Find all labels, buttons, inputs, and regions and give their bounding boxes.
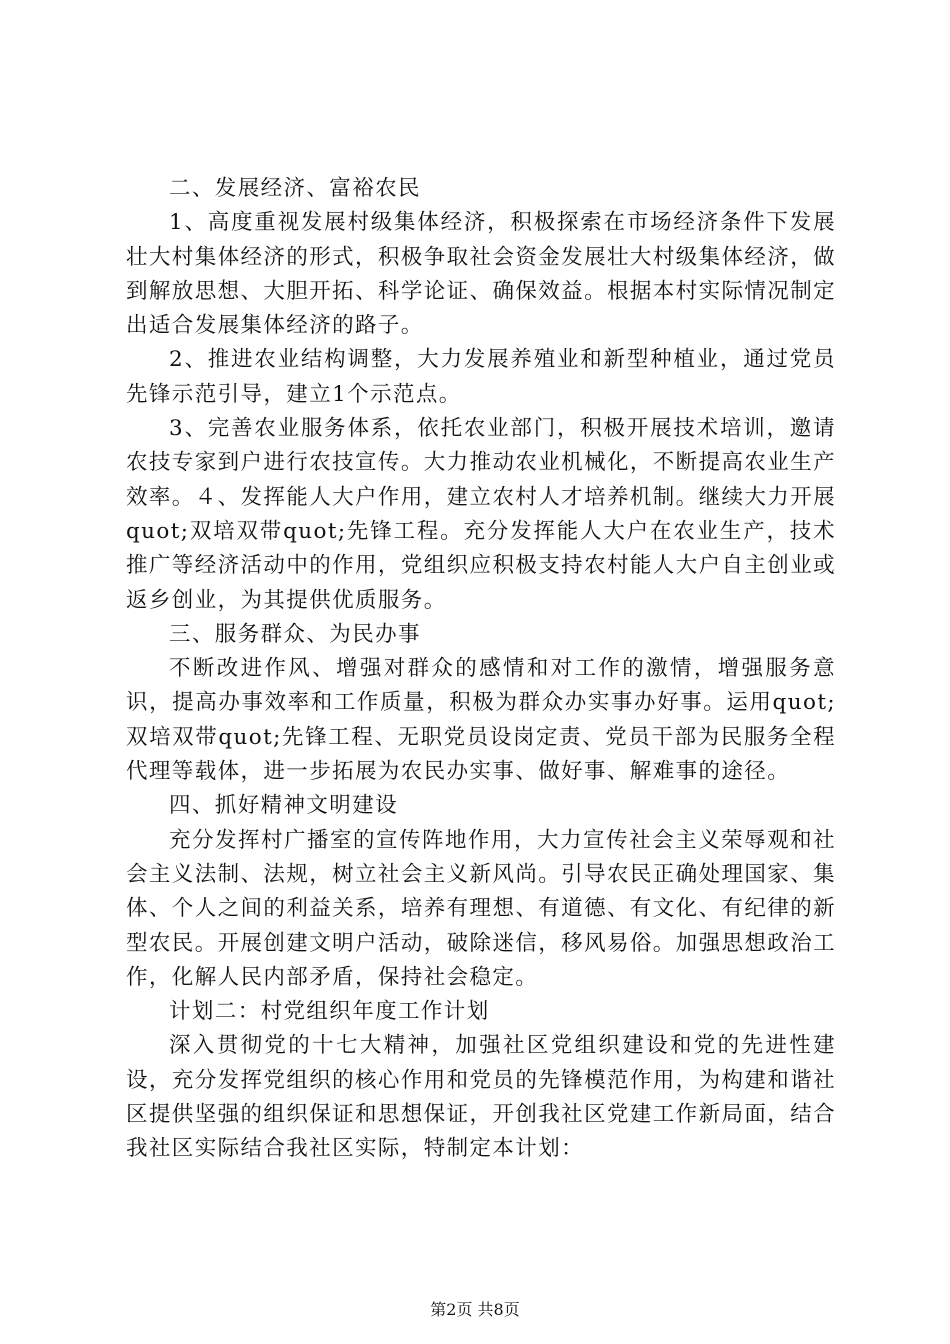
paragraph-agri-service: 3、完善农业服务体系，依托农业部门，积极开展技术培训，邀请农技专家到户进行农技宣传。大力推动农业机械化，不断提高农业生产效率。４、发挥能人大户作用，建立农村人才培养机制。继续大力开展quot;双培双带quot;先锋工程。充分发挥能人大户在农业生产，技术推广等经济活动中的作用，党组织应积极支持农村能人大户自主创业或返乡创业，为其提供优质服务。 <box>126 416 836 613</box>
page-footer <box>0 1300 950 1320</box>
paragraph-party-building: 深入贯彻党的十七大精神，加强社区党组织建设和党的先进性建设，充分发挥党组织的核心作用和党员的先锋模范作用，为构建和谐社区提供坚强的组织保证和思想保证，开创我社区党建工作新局面，结合我社区实际结合我社区实际，特制定本计划： <box>126 1033 836 1162</box>
heading-serve-masses: 三、服务群众、为民办事 <box>169 621 421 647</box>
page-number: 第2页 <box>430 1300 473 1319</box>
heading-develop-economy: 二、发展经济、富裕农民 <box>169 176 421 201</box>
paragraph-broadcast-room: 充分发挥村广播室的宣传阵地作用，大力宣传社会主义荣辱观和社会主义法制、法规，树立社会主义新风尚。引导农民正确处理国家、集体、个人之间的利益关系，培养有理想、有道德、有文化、有纪律的新型农民。开展创建文明户活动，破除迷信，移风易俗。加强思想政治工作，化解人民内部矛盾，保持社会稳定。 <box>126 827 836 990</box>
heading-spiritual-civilization: 四、抓好精神文明建设 <box>169 793 399 819</box>
paragraph-improve-style: 不断改进作风、增强对群众的感情和对工作的激情，增强服务意识，提高办事效率和工作质量，积极为群众办实事办好事。运用quot;双培双带quot;先锋工程、无职党员设岗定责、党员干部为民服务全程代理等载体，进一步拓展为农民办实事、做好事、解难事的途径。 <box>126 656 836 785</box>
paragraph-agri-structure: 2、推进农业结构调整，大力发展养殖业和新型种植业，通过党员先锋示范引导，建立1个示范点。 <box>126 347 836 407</box>
paragraph-collective-economy: 1、高度重视发展村级集体经济，积极探索在市场经济条件下发展壮大村集体经济的形式，积极争取社会资金发展壮大村级集体经济，做到解放思想、大胆开拓、科学论证、确保效益。根据本村实际情况制定出适合发展集体经济的路子。 <box>126 210 836 339</box>
document-body <box>126 172 836 1167</box>
page-total: 共8页 <box>477 1300 520 1319</box>
heading-plan-two: 计划二：村党组织年度工作计划 <box>169 999 490 1025</box>
